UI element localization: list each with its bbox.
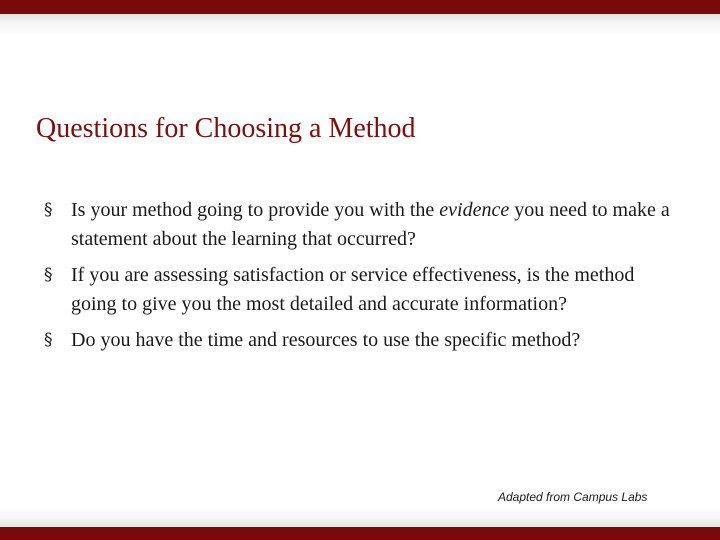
bullet-text: Do you have the time and resources to use the specific method? [71, 329, 581, 351]
bullet-item [44, 261, 684, 318]
source-credit: Adapted from Campus Labs [498, 490, 648, 504]
bullet-marker-icon: § [44, 265, 53, 285]
bottom-accent-bar [0, 527, 720, 540]
bullet-list [44, 196, 684, 363]
emphasis-text: evidence [439, 199, 510, 221]
bullet-text-start: Is your method going to provide you with the [71, 199, 440, 221]
slide-title: Questions for Choosing a Method [36, 113, 416, 144]
bullet-text-end: you need to make a statement about the learning that occurred? [71, 199, 670, 250]
bullet-item [44, 326, 684, 355]
bullet-marker-icon: § [44, 330, 53, 350]
bullet-text: If you are assessing satisfaction or service effectiveness, is the method going to give you the most detailed and accurate information? [71, 264, 635, 315]
top-accent-bar [0, 0, 720, 14]
bullet-text [71, 199, 670, 250]
bottom-shadow-band [0, 507, 720, 527]
top-shadow-band [0, 14, 720, 36]
bullet-item [44, 196, 684, 253]
bullet-marker-icon: § [44, 200, 53, 220]
